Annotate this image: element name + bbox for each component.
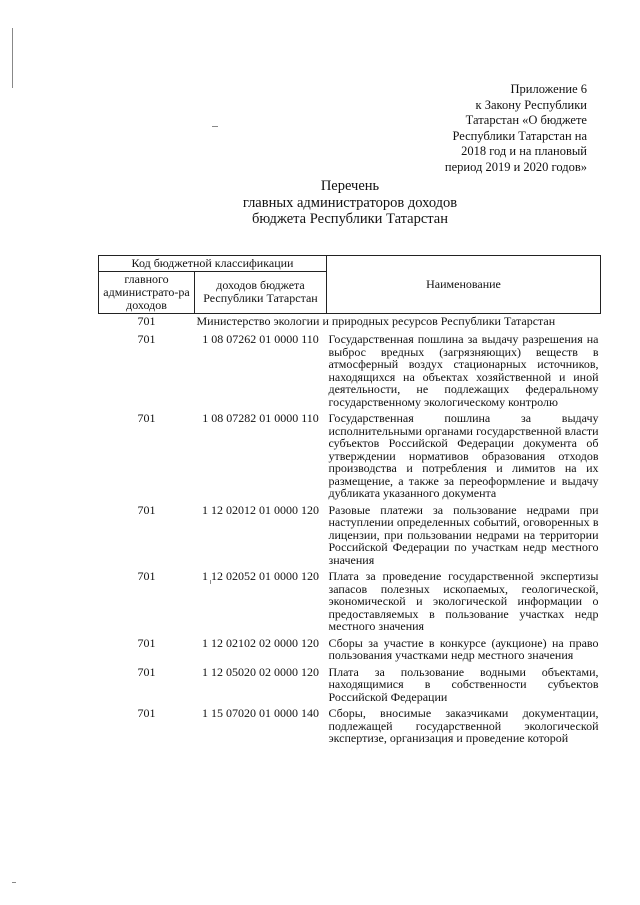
title-line: бюджета Республики Татарстан (252, 211, 448, 227)
appendix-line: Приложение 6 (510, 82, 587, 96)
header-code-group: Код бюджетной классификации (99, 256, 327, 272)
revenue-name: Плата за пользование водными объектами, находящимися в собственности субъектов Российской Федерации (328, 664, 599, 704)
revenue-name: Сборы, вносимые заказчиками документации, подлежащей государственной экологической экспертизе, организация и проведение которой (328, 706, 599, 745)
title-line: Перечень (320, 178, 380, 194)
admin-code: 701 (137, 411, 156, 425)
title-line: главных администраторов доходов (242, 194, 458, 211)
admin-code: 701 (137, 313, 156, 328)
table-row (99, 662, 601, 704)
appendix-line: Татарстан «О бюджете (465, 113, 587, 128)
admin-code: 701 (137, 569, 156, 583)
table-row (99, 500, 601, 567)
revenue-code: 1 12 02012 01 0000 120 (202, 502, 319, 517)
revenue-code: 1 12 05020 02 0000 120 (202, 664, 319, 679)
appendix-line: к Закону Республики (475, 97, 587, 112)
header-admin: главного администрато-ра доходов (99, 271, 195, 313)
header-name: Наименование (327, 256, 601, 314)
revenue-code: 1 08 07282 01 0000 110 (202, 411, 319, 425)
header-revenue-code: доходов бюджета Республики Татарстан (195, 271, 327, 313)
scan-mark (212, 126, 218, 127)
revenue-code: 1 08 07262 01 0000 110 (202, 332, 319, 346)
admin-code: 701 (137, 332, 156, 346)
ministry-name: Министерство экологии и природных ресурсов Республики Татарстан (196, 313, 556, 328)
revenue-name: Разовые платежи за пользование недрами при наступлении определенных событий, оговоренных в лицензии, при пользовании недрами на территории Российской Федерации по участкам недр местного значения (328, 502, 599, 567)
admin-code: 701 (137, 664, 156, 679)
ministry-row (99, 313, 601, 329)
revenue-code: 1 15 07020 01 0000 140 (202, 706, 319, 720)
revenue-code: 1 12 02052 01 0000 120 (202, 569, 319, 583)
appendix-line: 2018 год и на плановый (461, 144, 587, 159)
scan-mark (12, 28, 13, 88)
revenue-name: Плата за проведение государственной экспертизы запасов полезных ископаемых, геологической, экономической и экологической информации о предоставляемых в пользование участках недр местного значения (328, 569, 599, 633)
revenue-name: Государственная пошлина за выдачу разрешения на выброс вредных (загрязняющих) веществ в атмосферный воздух стационарных источников, находящихся на объектах хозяйственной и иной деятельности, не подлежащих федеральному государственному экологическому контролю (328, 332, 599, 409)
revenue-name: Сборы за участие в конкурсе (аукционе) на право пользования участками недр местного значения (328, 635, 599, 662)
appendix-line: Республики Татарстан на (452, 128, 587, 143)
appendix-note (347, 82, 587, 176)
revenue-administrators-table (98, 255, 601, 745)
table-row (99, 566, 601, 633)
admin-code: 701 (137, 706, 156, 720)
document-title (0, 178, 640, 228)
revenue-code: 1 12 02102 02 0000 120 (202, 635, 319, 650)
table-row (99, 633, 601, 662)
table-row (99, 703, 601, 745)
scan-mark (12, 882, 16, 883)
admin-code: 701 (137, 635, 156, 650)
admin-code: 701 (137, 502, 156, 517)
table-row (99, 408, 601, 500)
revenue-name: Государственная пошлина за выдачу исполнительными органами государственной власти субъектов Российской Федерации документа об утверждении нормативов образования отходов производства и потребления и лимитов на их размещение, а также за переоформление и выдачу дубликата указанного документа (328, 411, 599, 500)
appendix-line: период 2019 и 2020 годов» (444, 159, 587, 174)
table-row (99, 329, 601, 408)
